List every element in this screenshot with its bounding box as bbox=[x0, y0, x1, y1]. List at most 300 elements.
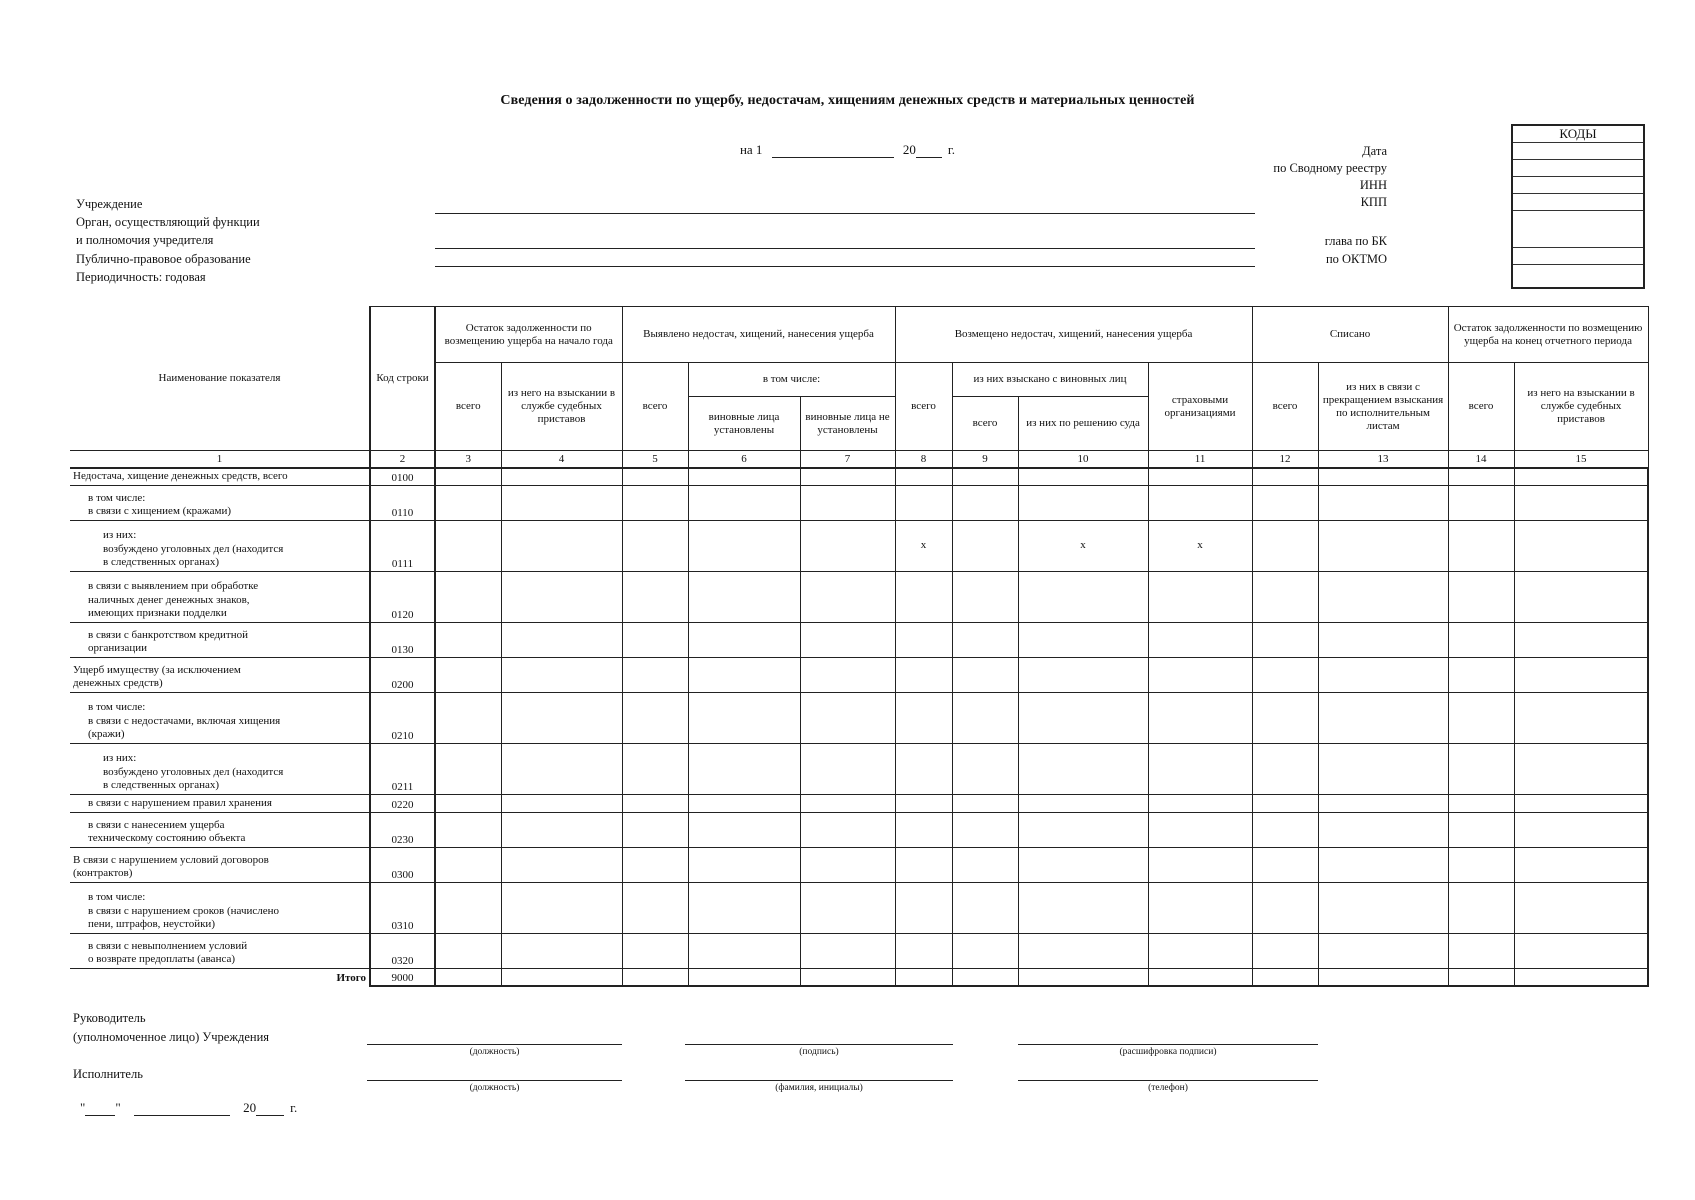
value-cell[interactable] bbox=[622, 847, 688, 882]
value-cell[interactable] bbox=[688, 657, 800, 692]
row-name: В связи с нарушением условий договоров (контрактов) bbox=[70, 847, 370, 882]
value-cell[interactable] bbox=[952, 468, 1018, 485]
value-cell[interactable] bbox=[800, 847, 895, 882]
report-date-line bbox=[0, 142, 1695, 158]
caption-phone: (телефон) bbox=[1148, 1083, 1188, 1093]
head-position-field[interactable] bbox=[367, 1044, 622, 1045]
value-cell[interactable] bbox=[895, 692, 952, 743]
code-cell-kpp[interactable] bbox=[1513, 194, 1643, 211]
value-cell[interactable] bbox=[501, 847, 622, 882]
value-cell[interactable] bbox=[952, 520, 1018, 571]
form-title: Сведения о задолженности по ущербу, недостачам, хищениям денежных средств и материальных ценностей bbox=[500, 93, 1195, 108]
value-cell[interactable] bbox=[1318, 794, 1448, 812]
value-cell[interactable] bbox=[688, 692, 800, 743]
code-cell-registry[interactable] bbox=[1513, 160, 1643, 177]
head-signature-field[interactable] bbox=[685, 1044, 953, 1045]
codes-label-inn: ИНН bbox=[1359, 178, 1387, 192]
value-cell[interactable] bbox=[1148, 794, 1252, 812]
institution-field[interactable] bbox=[435, 213, 1255, 214]
value-cell[interactable] bbox=[1252, 468, 1318, 485]
row-code: 0110 bbox=[370, 485, 435, 520]
value-cell[interactable] bbox=[800, 468, 895, 485]
value-cell[interactable] bbox=[1148, 485, 1252, 520]
value-cell[interactable] bbox=[688, 968, 800, 986]
value-cell[interactable] bbox=[895, 812, 952, 847]
value-cell[interactable] bbox=[622, 692, 688, 743]
value-cell[interactable] bbox=[622, 968, 688, 986]
founder-field[interactable] bbox=[435, 248, 1255, 249]
sig-year-suffix: г. bbox=[290, 1100, 298, 1115]
header-end-balance: Остаток задолженности по возмещению ущерба на конец отчетного периода bbox=[1448, 307, 1648, 363]
header-end-bailiff: из него на взыскании в службе судебных приставов bbox=[1514, 363, 1648, 451]
code-cell-inn[interactable] bbox=[1513, 177, 1643, 194]
value-cell[interactable] bbox=[800, 485, 895, 520]
caption-position-2: (должность) bbox=[469, 1083, 520, 1093]
value-cell[interactable] bbox=[688, 933, 800, 968]
value-cell[interactable] bbox=[1252, 882, 1318, 933]
value-cell[interactable] bbox=[435, 485, 501, 520]
row-name: в том числе: в связи с хищением (кражами) bbox=[70, 485, 370, 520]
header-culprits-total: всего bbox=[952, 397, 1018, 451]
date-suffix: г. bbox=[947, 142, 956, 157]
table-row bbox=[70, 468, 1648, 485]
value-cell[interactable] bbox=[1252, 657, 1318, 692]
value-cell[interactable] bbox=[1514, 657, 1648, 692]
value-cell[interactable] bbox=[895, 571, 952, 622]
value-cell[interactable] bbox=[688, 743, 800, 794]
value-cell[interactable] bbox=[1018, 794, 1148, 812]
column-number: 8 bbox=[895, 451, 952, 469]
value-cell[interactable] bbox=[1252, 520, 1318, 571]
column-number: 1 bbox=[70, 451, 370, 469]
row-name: в связи с нарушением правил хранения bbox=[70, 794, 370, 812]
date-day-month-field[interactable] bbox=[772, 143, 894, 158]
value-cell[interactable] bbox=[1018, 657, 1148, 692]
code-cell-date[interactable] bbox=[1513, 143, 1643, 160]
signature-date bbox=[80, 1100, 297, 1116]
value-cell[interactable] bbox=[1148, 847, 1252, 882]
value-cell[interactable] bbox=[895, 485, 952, 520]
value-cell[interactable] bbox=[952, 743, 1018, 794]
sig-year-prefix: 20 bbox=[243, 1100, 257, 1115]
value-cell[interactable] bbox=[1448, 520, 1514, 571]
code-cell-oktmo[interactable] bbox=[1513, 248, 1643, 265]
row-code: 0230 bbox=[370, 812, 435, 847]
value-cell[interactable] bbox=[800, 520, 895, 571]
value-cell[interactable] bbox=[1148, 812, 1252, 847]
label-institution: Учреждение bbox=[76, 197, 143, 211]
column-number: 9 bbox=[952, 451, 1018, 469]
value-cell[interactable] bbox=[1318, 622, 1448, 657]
row-name: Итого bbox=[336, 971, 366, 984]
value-cell[interactable] bbox=[501, 933, 622, 968]
row-code: 0120 bbox=[370, 571, 435, 622]
table-row bbox=[70, 847, 1648, 882]
sig-month-field[interactable] bbox=[134, 1102, 230, 1116]
value-cell[interactable] bbox=[1148, 468, 1252, 485]
row-name: в том числе: в связи с недостачами, включая хищения (кражи) bbox=[70, 692, 370, 743]
caption-signature: (подпись) bbox=[799, 1047, 839, 1057]
value-cell[interactable] bbox=[1448, 743, 1514, 794]
value-cell[interactable] bbox=[435, 468, 501, 485]
column-number: 12 bbox=[1252, 451, 1318, 469]
value-cell[interactable] bbox=[1514, 485, 1648, 520]
executor-name-field[interactable] bbox=[685, 1080, 953, 1081]
value-cell[interactable] bbox=[1148, 933, 1252, 968]
value-cell[interactable] bbox=[688, 847, 800, 882]
head-label-1: Руководитель bbox=[73, 1011, 146, 1025]
value-cell[interactable] bbox=[1318, 571, 1448, 622]
table-row bbox=[70, 622, 1648, 657]
table-row bbox=[70, 520, 1648, 571]
row-code: 0130 bbox=[370, 622, 435, 657]
codes-label-kpp: КПП bbox=[1360, 195, 1387, 209]
value-cell[interactable] bbox=[622, 933, 688, 968]
value-cell[interactable] bbox=[1448, 933, 1514, 968]
value-cell[interactable] bbox=[952, 692, 1018, 743]
value-cell[interactable] bbox=[800, 692, 895, 743]
value-cell[interactable] bbox=[895, 882, 952, 933]
value-cell[interactable] bbox=[1514, 882, 1648, 933]
row-name: в связи с невыполнением условий о возврате предоплаты (аванса) bbox=[70, 933, 370, 968]
value-cell[interactable] bbox=[501, 468, 622, 485]
value-cell[interactable] bbox=[1448, 794, 1514, 812]
head-decode-field[interactable] bbox=[1018, 1044, 1318, 1045]
value-cell[interactable] bbox=[800, 968, 895, 986]
executor-phone-field[interactable] bbox=[1018, 1080, 1318, 1081]
value-cell[interactable] bbox=[952, 968, 1018, 986]
value-cell[interactable] bbox=[1514, 812, 1648, 847]
value-cell[interactable] bbox=[435, 968, 501, 986]
executor-position-field[interactable] bbox=[367, 1080, 622, 1081]
table-row bbox=[70, 485, 1648, 520]
table-row bbox=[70, 882, 1648, 933]
value-cell[interactable] bbox=[1252, 847, 1318, 882]
header-wo-total: всего bbox=[1252, 363, 1318, 451]
value-cell[interactable] bbox=[435, 933, 501, 968]
value-cell[interactable] bbox=[1448, 468, 1514, 485]
row-name: из них: возбуждено уголовных дел (находится в следственных органах) bbox=[70, 743, 370, 794]
not-applicable-mark: x bbox=[895, 520, 952, 571]
value-cell[interactable] bbox=[688, 794, 800, 812]
value-cell[interactable] bbox=[1252, 812, 1318, 847]
label-public-entity: Публично-правовое образование bbox=[76, 252, 251, 266]
value-cell[interactable] bbox=[435, 743, 501, 794]
header-insurers: страховыми организациями bbox=[1148, 363, 1252, 451]
value-cell[interactable] bbox=[1318, 657, 1448, 692]
value-cell[interactable] bbox=[688, 812, 800, 847]
caption-decode: (расшифровка подписи) bbox=[1119, 1047, 1217, 1057]
header-revealed: Выявлено недостач, хищений, нанесения ущерба bbox=[622, 307, 895, 363]
value-cell[interactable] bbox=[1514, 571, 1648, 622]
value-cell[interactable] bbox=[688, 485, 800, 520]
value-cell[interactable] bbox=[1318, 882, 1448, 933]
sig-year-field[interactable] bbox=[256, 1102, 284, 1116]
value-cell[interactable] bbox=[1148, 968, 1252, 986]
value-cell[interactable] bbox=[952, 882, 1018, 933]
value-cell[interactable] bbox=[1018, 882, 1148, 933]
value-cell[interactable] bbox=[501, 692, 622, 743]
value-cell[interactable] bbox=[895, 622, 952, 657]
value-cell[interactable] bbox=[1252, 794, 1318, 812]
value-cell[interactable] bbox=[952, 622, 1018, 657]
header-start-balance: Остаток задолженности по возмещению ущерба на начало года bbox=[435, 307, 622, 363]
value-cell[interactable] bbox=[1448, 847, 1514, 882]
value-cell[interactable] bbox=[1448, 571, 1514, 622]
value-cell[interactable] bbox=[622, 794, 688, 812]
value-cell[interactable] bbox=[501, 485, 622, 520]
value-cell[interactable] bbox=[435, 812, 501, 847]
value-cell[interactable] bbox=[435, 520, 501, 571]
value-cell[interactable] bbox=[1018, 468, 1148, 485]
value-cell[interactable] bbox=[1148, 622, 1252, 657]
value-cell[interactable] bbox=[1148, 571, 1252, 622]
value-cell[interactable] bbox=[622, 812, 688, 847]
value-cell[interactable] bbox=[1514, 468, 1648, 485]
value-cell[interactable] bbox=[952, 933, 1018, 968]
value-cell[interactable] bbox=[1514, 520, 1648, 571]
value-cell[interactable] bbox=[1448, 882, 1514, 933]
value-cell[interactable] bbox=[1252, 933, 1318, 968]
value-cell[interactable] bbox=[1148, 692, 1252, 743]
table-row bbox=[70, 968, 1648, 986]
column-number: 3 bbox=[435, 451, 501, 469]
header-end-total: всего bbox=[1448, 363, 1514, 451]
value-cell[interactable] bbox=[501, 657, 622, 692]
codes-label-oktmo: по ОКТМО bbox=[1325, 252, 1387, 266]
value-cell[interactable] bbox=[688, 571, 800, 622]
value-cell[interactable] bbox=[622, 520, 688, 571]
value-cell[interactable] bbox=[622, 622, 688, 657]
value-cell[interactable] bbox=[952, 794, 1018, 812]
header-start-total: всего bbox=[435, 363, 501, 451]
value-cell[interactable] bbox=[501, 812, 622, 847]
value-cell[interactable] bbox=[952, 812, 1018, 847]
row-name: в том числе: в связи с нарушением сроков (начислено пени, штрафов, неустойки) bbox=[70, 882, 370, 933]
head-label-2: (уполномоченное лицо) Учреждения bbox=[73, 1030, 270, 1044]
column-number: 13 bbox=[1318, 451, 1448, 469]
value-cell[interactable] bbox=[952, 847, 1018, 882]
value-cell[interactable] bbox=[435, 657, 501, 692]
header-culprits-found: виновные лица установлены bbox=[688, 397, 800, 451]
value-cell[interactable] bbox=[1448, 485, 1514, 520]
row-name: Ущерб имуществу (за исключением денежных средств) bbox=[70, 657, 370, 692]
value-cell[interactable] bbox=[1318, 743, 1448, 794]
value-cell[interactable] bbox=[1252, 743, 1318, 794]
value-cell[interactable] bbox=[1448, 968, 1514, 986]
table-row bbox=[70, 794, 1648, 812]
value-cell[interactable] bbox=[1514, 933, 1648, 968]
value-cell[interactable] bbox=[1318, 520, 1448, 571]
row-code: 0300 bbox=[370, 847, 435, 882]
value-cell[interactable] bbox=[622, 882, 688, 933]
value-cell[interactable] bbox=[1018, 692, 1148, 743]
value-cell[interactable] bbox=[800, 794, 895, 812]
column-number: 11 bbox=[1148, 451, 1252, 469]
column-number: 15 bbox=[1514, 451, 1648, 469]
value-cell[interactable] bbox=[622, 485, 688, 520]
row-code: 0320 bbox=[370, 933, 435, 968]
header-culprits-not-found: виновные лица не установлены bbox=[800, 397, 895, 451]
value-cell[interactable] bbox=[1318, 968, 1448, 986]
caption-position: (должность) bbox=[469, 1047, 520, 1057]
value-cell[interactable] bbox=[1318, 933, 1448, 968]
row-code: 0310 bbox=[370, 882, 435, 933]
column-number: 5 bbox=[622, 451, 688, 469]
value-cell[interactable] bbox=[800, 812, 895, 847]
value-cell[interactable] bbox=[501, 743, 622, 794]
value-cell[interactable] bbox=[800, 882, 895, 933]
value-cell[interactable] bbox=[1018, 622, 1148, 657]
value-cell[interactable] bbox=[501, 571, 622, 622]
row-name: Недостача, хищение денежных средств, всего bbox=[70, 468, 370, 485]
value-cell[interactable] bbox=[895, 847, 952, 882]
value-cell[interactable] bbox=[1448, 657, 1514, 692]
value-cell[interactable] bbox=[1252, 692, 1318, 743]
value-cell[interactable] bbox=[688, 882, 800, 933]
value-cell[interactable] bbox=[435, 692, 501, 743]
value-cell[interactable] bbox=[895, 933, 952, 968]
row-name: в связи с выявлением при обработке наличных денег денежных знаков, имеющих признаки подделки bbox=[70, 571, 370, 622]
value-cell[interactable] bbox=[1514, 692, 1648, 743]
value-cell[interactable] bbox=[1318, 468, 1448, 485]
value-cell[interactable] bbox=[1514, 743, 1648, 794]
value-cell[interactable] bbox=[1514, 794, 1648, 812]
label-founder-1: Орган, осуществляющий функции bbox=[76, 215, 260, 229]
date-quote-open: " bbox=[80, 1100, 86, 1115]
header-wo-termination: из них в связи с прекращением взыскания по исполнительным листам bbox=[1318, 363, 1448, 451]
value-cell[interactable] bbox=[688, 520, 800, 571]
header-including: в том числе: bbox=[688, 363, 895, 397]
value-cell[interactable] bbox=[800, 933, 895, 968]
value-cell[interactable] bbox=[895, 468, 952, 485]
value-cell[interactable] bbox=[501, 622, 622, 657]
value-cell[interactable] bbox=[895, 657, 952, 692]
value-cell[interactable] bbox=[952, 657, 1018, 692]
value-cell[interactable] bbox=[1018, 571, 1148, 622]
value-cell[interactable] bbox=[1252, 485, 1318, 520]
date-year-field[interactable] bbox=[916, 143, 942, 158]
header-revealed-total: всего bbox=[622, 363, 688, 451]
value-cell[interactable] bbox=[1514, 847, 1648, 882]
value-cell[interactable] bbox=[1148, 882, 1252, 933]
value-cell[interactable] bbox=[1018, 968, 1148, 986]
value-cell[interactable] bbox=[501, 968, 622, 986]
table-row bbox=[70, 571, 1648, 622]
value-cell[interactable] bbox=[895, 794, 952, 812]
header-name: Наименование показателя bbox=[70, 307, 370, 451]
value-cell[interactable] bbox=[952, 485, 1018, 520]
value-cell[interactable] bbox=[435, 622, 501, 657]
table-row bbox=[70, 657, 1648, 692]
caption-name: (фамилия, инициалы) bbox=[775, 1083, 863, 1093]
header-start-bailiff: из него на взыскании в службе судебных приставов bbox=[501, 363, 622, 451]
value-cell[interactable] bbox=[1318, 812, 1448, 847]
sig-day-field[interactable] bbox=[85, 1102, 115, 1116]
header-compensated: Возмещено недостач, хищений, нанесения ущерба bbox=[895, 307, 1252, 363]
value-cell[interactable] bbox=[1148, 657, 1252, 692]
value-cell[interactable] bbox=[435, 847, 501, 882]
row-code: 9000 bbox=[370, 968, 435, 986]
header-written-off: Списано bbox=[1252, 307, 1448, 363]
value-cell[interactable] bbox=[1018, 485, 1148, 520]
table-row bbox=[70, 933, 1648, 968]
codes-header: КОДЫ bbox=[1513, 126, 1643, 143]
value-cell[interactable] bbox=[688, 622, 800, 657]
value-cell[interactable] bbox=[435, 571, 501, 622]
codes-box bbox=[1511, 124, 1645, 289]
not-applicable-mark: x bbox=[1148, 520, 1252, 571]
row-code: 0220 bbox=[370, 794, 435, 812]
value-cell[interactable] bbox=[435, 882, 501, 933]
value-cell[interactable] bbox=[1252, 968, 1318, 986]
value-cell[interactable] bbox=[1018, 812, 1148, 847]
value-cell[interactable] bbox=[1148, 743, 1252, 794]
public-entity-field[interactable] bbox=[435, 266, 1255, 267]
row-name: из них: возбуждено уголовных дел (находится в следственных органах) bbox=[70, 520, 370, 571]
value-cell[interactable] bbox=[1018, 847, 1148, 882]
table-body bbox=[70, 468, 1648, 986]
column-number: 14 bbox=[1448, 451, 1514, 469]
value-cell[interactable] bbox=[1448, 812, 1514, 847]
date-year-prefix: 20 bbox=[902, 142, 916, 157]
table-row bbox=[70, 812, 1648, 847]
value-cell[interactable] bbox=[1018, 933, 1148, 968]
value-cell[interactable] bbox=[1318, 847, 1448, 882]
code-cell-bk[interactable] bbox=[1513, 211, 1643, 248]
value-cell[interactable] bbox=[800, 622, 895, 657]
value-cell[interactable] bbox=[1514, 968, 1648, 986]
value-cell[interactable] bbox=[501, 882, 622, 933]
value-cell[interactable] bbox=[622, 743, 688, 794]
value-cell[interactable] bbox=[800, 571, 895, 622]
header-court: из них по решению суда bbox=[1018, 397, 1148, 451]
column-numbers-row bbox=[70, 451, 1648, 469]
value-cell[interactable] bbox=[1448, 622, 1514, 657]
value-cell[interactable] bbox=[688, 468, 800, 485]
value-cell[interactable] bbox=[1252, 571, 1318, 622]
column-number: 10 bbox=[1018, 451, 1148, 469]
value-cell[interactable] bbox=[622, 657, 688, 692]
column-number: 7 bbox=[800, 451, 895, 469]
row-code: 0100 bbox=[370, 468, 435, 485]
value-cell[interactable] bbox=[800, 743, 895, 794]
value-cell[interactable] bbox=[952, 571, 1018, 622]
value-cell[interactable] bbox=[1318, 485, 1448, 520]
value-cell[interactable] bbox=[800, 657, 895, 692]
value-cell[interactable] bbox=[1514, 622, 1648, 657]
value-cell[interactable] bbox=[622, 468, 688, 485]
row-name: в связи с нанесением ущерба техническому состоянию объекта bbox=[70, 812, 370, 847]
date-prefix: на 1 bbox=[739, 142, 763, 157]
value-cell[interactable] bbox=[1318, 692, 1448, 743]
not-applicable-mark: x bbox=[1018, 520, 1148, 571]
table-row bbox=[70, 743, 1648, 794]
value-cell[interactable] bbox=[1448, 692, 1514, 743]
value-cell[interactable] bbox=[1018, 743, 1148, 794]
value-cell[interactable] bbox=[1252, 622, 1318, 657]
row-code: 0210 bbox=[370, 692, 435, 743]
value-cell[interactable] bbox=[622, 571, 688, 622]
value-cell[interactable] bbox=[501, 794, 622, 812]
value-cell[interactable] bbox=[895, 968, 952, 986]
value-cell[interactable] bbox=[435, 794, 501, 812]
column-number: 2 bbox=[370, 451, 435, 469]
codes-label-bk: глава по БК bbox=[1324, 234, 1387, 248]
value-cell[interactable] bbox=[895, 743, 952, 794]
value-cell[interactable] bbox=[501, 520, 622, 571]
code-cell-period[interactable] bbox=[1513, 265, 1643, 285]
